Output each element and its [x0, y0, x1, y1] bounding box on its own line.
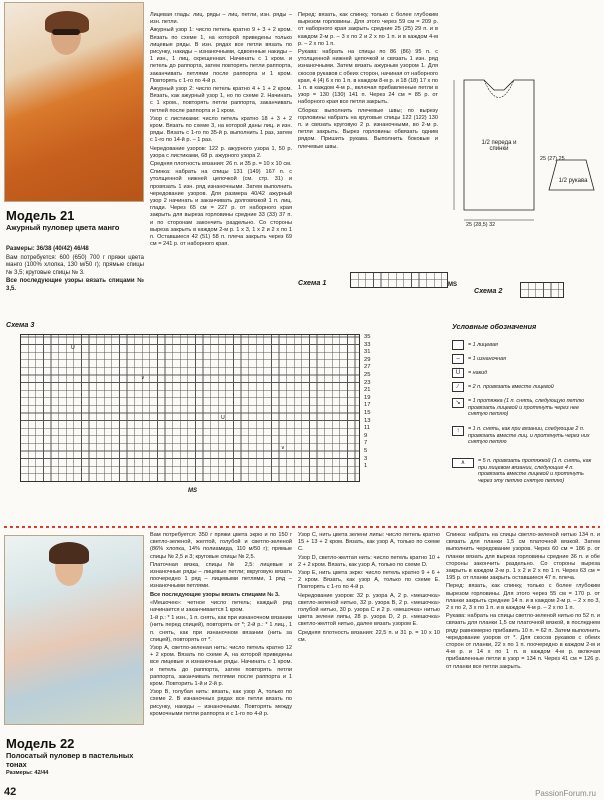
paragraph: Узор Е, нить цвета экрю: число петель кратно 9 + 6 + 2 кром. Вязать, как узор А, только по схеме Е. Повторять с 1-го по 4-й р.	[298, 570, 440, 591]
row-number: 3	[364, 455, 368, 462]
paragraph: Все последующие узоры вязать спицами № 3.	[150, 591, 280, 598]
knit-stitch-icon	[452, 340, 464, 350]
legend-text: = 2 п. провязать вместе лицевой	[468, 384, 554, 390]
row-number: 1	[364, 463, 368, 470]
yarn-over-icon: U	[221, 415, 225, 421]
schema-1-title: Схема 1	[298, 278, 327, 287]
section-divider	[4, 526, 600, 528]
model-22-instructions-col4	[446, 532, 600, 672]
schema-2-grid	[520, 282, 564, 298]
legend-text: = 5 п. провязать протяжкой (1 п. снять, как при лицевом вязании, следующие 4 п. провязать вместе лицевой и протянуть через эту петлю снятую петлю)	[478, 458, 592, 484]
yarn-over-icon: U	[452, 368, 464, 378]
paragraph: Ажурный узор 1: число петель кратно 9 + 3 + 2 кром. Вязать по схеме 1, на которой приведены только лицевые ряды. В изн. рядах все петли вязать по рисунку, накиды – изнаночными, сдвоенные накиды – 1 изн., 1 лиц. скрещенная. Начинать с 1 кром. и петель до раппорта, затем повторять петли раппорта, заканчивать петлями после раппорта и 1 кром. Повторять с 1-го по 4-й р.	[150, 27, 292, 84]
row-number: 7	[364, 440, 368, 447]
row-number: 21	[364, 387, 371, 394]
row-number: 9	[364, 432, 368, 439]
model-21-instructions-col2	[150, 12, 292, 250]
purl-stitch-icon: –	[452, 354, 464, 364]
legend-text: = 1 п. снять, как при вязании, следующие 2 п. провязать вместе лиц. и протянуть через них снятую петлю	[468, 426, 590, 446]
note-text: Все последующие узоры вязать спицами № 3,5.	[6, 278, 144, 292]
decrease-icon: ∨	[141, 375, 145, 381]
schema-1-grid	[350, 272, 448, 288]
legend-text: = 1 лицевая	[468, 342, 498, 348]
model-21-instructions-col3	[298, 12, 438, 152]
materials-text: Вам потребуется: 600 (650) 700 г пряжи цвета манго (100% хлопка, 130 м/50 г); прямые спицы № 3,5; круговые спицы № 3.	[6, 254, 144, 276]
k2tog-icon: ∕	[452, 382, 464, 392]
model-21-subtitle: Ажурный пуловер цвета манго	[6, 223, 120, 232]
schema-3-ms-label: MS	[188, 488, 197, 494]
sleeve-label: 1/2 рукава	[558, 178, 588, 184]
neckline-front	[484, 80, 514, 98]
sizes-text: Размеры: 36/38 (40/42) 46/48	[6, 246, 89, 252]
paragraph: Рукава: набрать на спицы светло-зеленой нитью по 52 п. и связать для планки 1,5 см платочной вязкой, в последнем ряду равномерно прибавить 10 п. = 62 п. Затем выполнить чередование узоров от *. Для скосов рукавов с обеих сторон от планки, 22 х по 1 п. поочередно в каждом 2-м и 4-м р. и 14 х по 1 п. в каждом 4-м р. включая прибавленные петли в узор = 134 п. Через 41 см = 126 р. от планки все петли закрыть.	[446, 613, 600, 670]
model-22-instructions-col3	[298, 532, 440, 645]
paragraph: Рукава: набрать на спицы по 86 (86) 95 п. с утолщенной нижней цепочкой и связать 1 изн. ряд изнаночными. Затем вязать ажурным узором 1. Для скосов рукавов с обеих сторон, начиная от наборного края, 4 (4) 6 х по 1 п. в каждом 8-м р. и 18 (18) 17 х по 1 п. в каждом 4-м р., включая прибавленные петли в узор = 130 (130) 141 п. Через 24 см = 85 р. от наборного края все петли закрыть.	[298, 49, 438, 106]
row-number: 31	[364, 349, 371, 356]
paragraph: Сборка: выполнить плечевые швы; по вырезу горловины набрать на круговые спицы 122 (122) 130 п. и связать круговую 2 р. изнаночными, во 2-м р. петли закрыть. Вырез горловины обвязать одним рядом. Пришить рукава. Выполнить боковые и плечевые швы.	[298, 107, 438, 150]
paragraph: Спинка: набрать на спицы 131 (149) 167 п. с утолщенной нижней цепочкой (см. стр. 31) и провязать 1 изн. ряд изнаночными. Затем выполнить чередование узоров. Для размера 40/42 ажурный узор 2 начинать и заканчивать долговязкой 1 п. лиц. глади. Через 65 см = 227 р. от наборного края закрыть для выреза горловины средние 33 (33) 37 п. и по сторонам закончить раздельно. Со стороны выреза закрыть в каждом 2-м р. 1 х 3, 1 х 2 и 2 х по 1 п. Оставшиеся 42 (51) 58 п. плеча закрыть через 69 см = 241 р. от наборного края.	[150, 169, 292, 248]
schema-3-title: Схема 3	[6, 320, 35, 329]
paragraph: Перед: вязать, как спинку, только с более глубоким вырезом горловины. Для этого через 59 см = 209 р. от наборного края закрыть средние 25 (25) 29 п. и в каждом 2-м р. – 3 х по 2 и 2 х по 1 п. и в каждом 4-м р. – 2 х по 1 п.	[298, 12, 438, 47]
sizes-text: Размеры: 42/44	[6, 770, 49, 776]
model-21-photo	[4, 2, 144, 202]
legend-title: Условные обозначения	[452, 322, 537, 331]
paragraph: Узор С, нить цвета зелени липы: число петель кратно 15 + 13 + 2 кром. Вязать, как узор А, только по схеме С.	[298, 532, 440, 553]
model-22-intro	[6, 770, 144, 778]
row-number: 19	[364, 394, 371, 401]
model-22-subtitle: Полосатый пуловер в пастельных тонах	[6, 751, 134, 769]
paragraph: Средняя плотность вязания: 22,5 п. и 31 р. = 10 х 10 см.	[298, 629, 440, 643]
legend-text: = накид	[468, 370, 488, 376]
row-number: 25	[364, 371, 371, 378]
schema-3-grid	[20, 334, 360, 482]
model-21-intro	[6, 246, 144, 295]
legend-text: = 1 протяжка (1 п. снять, следующую петлю провязать лицевой и протянуть через нее снятую петлю)	[468, 398, 584, 418]
page-number: 42	[4, 786, 17, 798]
row-number: 13	[364, 417, 371, 424]
model-22-title: Модель 22	[6, 736, 75, 751]
row-number: 5	[364, 447, 368, 454]
row-number: 15	[364, 409, 371, 416]
row-number: 11	[364, 425, 371, 432]
paragraph: «Мешочек»: четное число петель; каждый ряд начинается и заканчивается 1 кром.	[150, 599, 292, 614]
row-number: 17	[364, 402, 371, 409]
model-21-title: Модель 21	[6, 208, 75, 223]
double-decrease-icon: ↑	[452, 426, 464, 436]
model-22-instructions-col2	[150, 532, 292, 719]
paragraph: Узор D, светло-желтая нить: число петель кратно 10 + 2 + 2 кром. Вязать, как узор А, только по схеме D.	[298, 554, 440, 568]
pattern-schematic	[444, 60, 600, 260]
ssk-icon: ↘	[452, 398, 464, 408]
front-back-label: 1/2 переда и спинки	[481, 140, 517, 152]
sunglasses	[52, 29, 80, 35]
legend-text: = 1 изнаночная	[468, 356, 506, 362]
row-number: 33	[364, 341, 371, 348]
row-number: 29	[364, 356, 371, 363]
paragraph: Перед: вязать, как спинку, только с более глубоким вырезом горловины. Для этого через 55 см = 170 р. от планки закрыть средние 14 п. и в каждом 2-м р. – 2 х по 3, 2 х по 2, 3 х по 1 п. и в каждом 4-м р. – 2 х по 1 п.	[446, 583, 600, 612]
model-hair	[49, 542, 89, 564]
decrease-icon: ∨	[281, 445, 285, 451]
row-number-column	[364, 334, 378, 471]
row-number: 27	[364, 364, 371, 371]
schema-1-ms-label: MS	[448, 282, 457, 288]
row-number: 23	[364, 379, 371, 386]
paragraph: Платочная вязка, спицы № 2,5: лицевые и изнаночные ряды – лицевые петли; вкруговую вязать поочередно 1 ряд – лицевыми петлями, 1 ряд – изнаночными петлями.	[150, 561, 292, 590]
paragraph: Чередование узоров: 122 р. ажурного узора 1, 50 р. узора с листиками, 68 р. ажурного узора 2.	[150, 145, 292, 159]
row-number: 35	[364, 334, 371, 340]
site-watermark: PassionForum.ru	[535, 789, 596, 798]
paragraph: Узор А, светло-зеленая нить: число петель кратно 12 + 2 кром. Вязать по схеме А, на которой приведены все лицевые и изнаночные ряды. Начинать с 1 кром. и петель до раппорта, затем повторять петли раппорта, заканчивать петлями после раппорта и 1 кром. Повторить 1-й и 2-й р.	[150, 645, 292, 688]
paragraph: Узор с листиками: число петель кратно 18 + 3 + 2 кром. Вязать по схеме 3, на которой даны лиц. и изн. ряды. Вязать с 1-го по 35-й р. выполнить 1 раз, затем с 1-го по 14-й р. – 1 раз.	[150, 115, 292, 144]
dimension-label: 25 (27) 25	[540, 156, 565, 162]
paragraph: Средняя плотность вязания: 26 п. и 35 р. = 10 х 10 см.	[150, 161, 292, 168]
paragraph: 1-й р.: * 1 изн., 1 п. снять, как при изнаночном вязании (нить перед спицей), повторять от *; 2-й р.: * 1 лиц., 1 п. снять, как при изнаночном вязании (нить за спицей), повторять от *.	[150, 615, 292, 643]
paragraph: Чередование узоров: 32 р. узора А, 2 р. «мешочка» светло-зеленой нитью, 32 р. узора В, 2 р. «мешочка» голубой нитью, 30 р. узора С и 2 р. «мешочка» нитью цвета зелени липы, 28 р. узора D, 2 р. «мешочка» светло-желтой нитью, далее вязать узором Е.	[298, 592, 440, 628]
paragraph: Узор В, голубая нить: вязать, как узор А, только по схеме 2. В изнаночных рядах все петли вязать по рисунку, накиды – изнаночными. Повторять между кромочными петли раппорта и с 1-го по 4-й р.	[150, 689, 292, 717]
yarn-over-icon: U	[71, 345, 75, 351]
dimension-label: 25 (28,5) 32	[466, 222, 496, 228]
paragraph: Ажурный узор 2: число петель кратно 4 + 1 + 2 кром. Вязать, как ажурный узор 1, но по схеме 2. Начинать с 1 кром., повторять петли раппорта, заканчивать петлей после раппорта и 1 кром.	[150, 86, 292, 114]
schema-2-title: Схема 2	[474, 286, 503, 295]
materials-text: Вам потребуется: 350 г пряжи цвета экрю и по 150 г светло-зеленой, желтой, голубой и светло-зеленой (86% хлопка, 14% полиамида, 110 м/50 г); прямые спицы № 2,5 и 3; круговые спицы № 2,5.	[150, 532, 292, 560]
sleeve-outline	[549, 160, 594, 190]
paragraph: Спинка: набрать на спицы светло-зеленой нитью 134 п. и связать для планки 1,5 см платочной вязкой. Затем выполнить чередование узоров. Через 60 см = 186 р. от планки вязать для выреза горловины средние 36 п. и обе стороны закончить раздельно. Со стороны выреза закрыть в каждом 2-м р. 1 х 2 и 2 х по 1 п. Через 63 см = 195 р. от планки закрыть оставшиеся 47 п. плеча.	[446, 532, 600, 582]
paragraph: Лицевая гладь: лиц. ряды – лиц. петли, изн. ряды – изн. петли.	[150, 12, 292, 26]
five-stitch-decrease-icon: ∧	[452, 458, 474, 468]
model-22-photo	[4, 535, 144, 725]
